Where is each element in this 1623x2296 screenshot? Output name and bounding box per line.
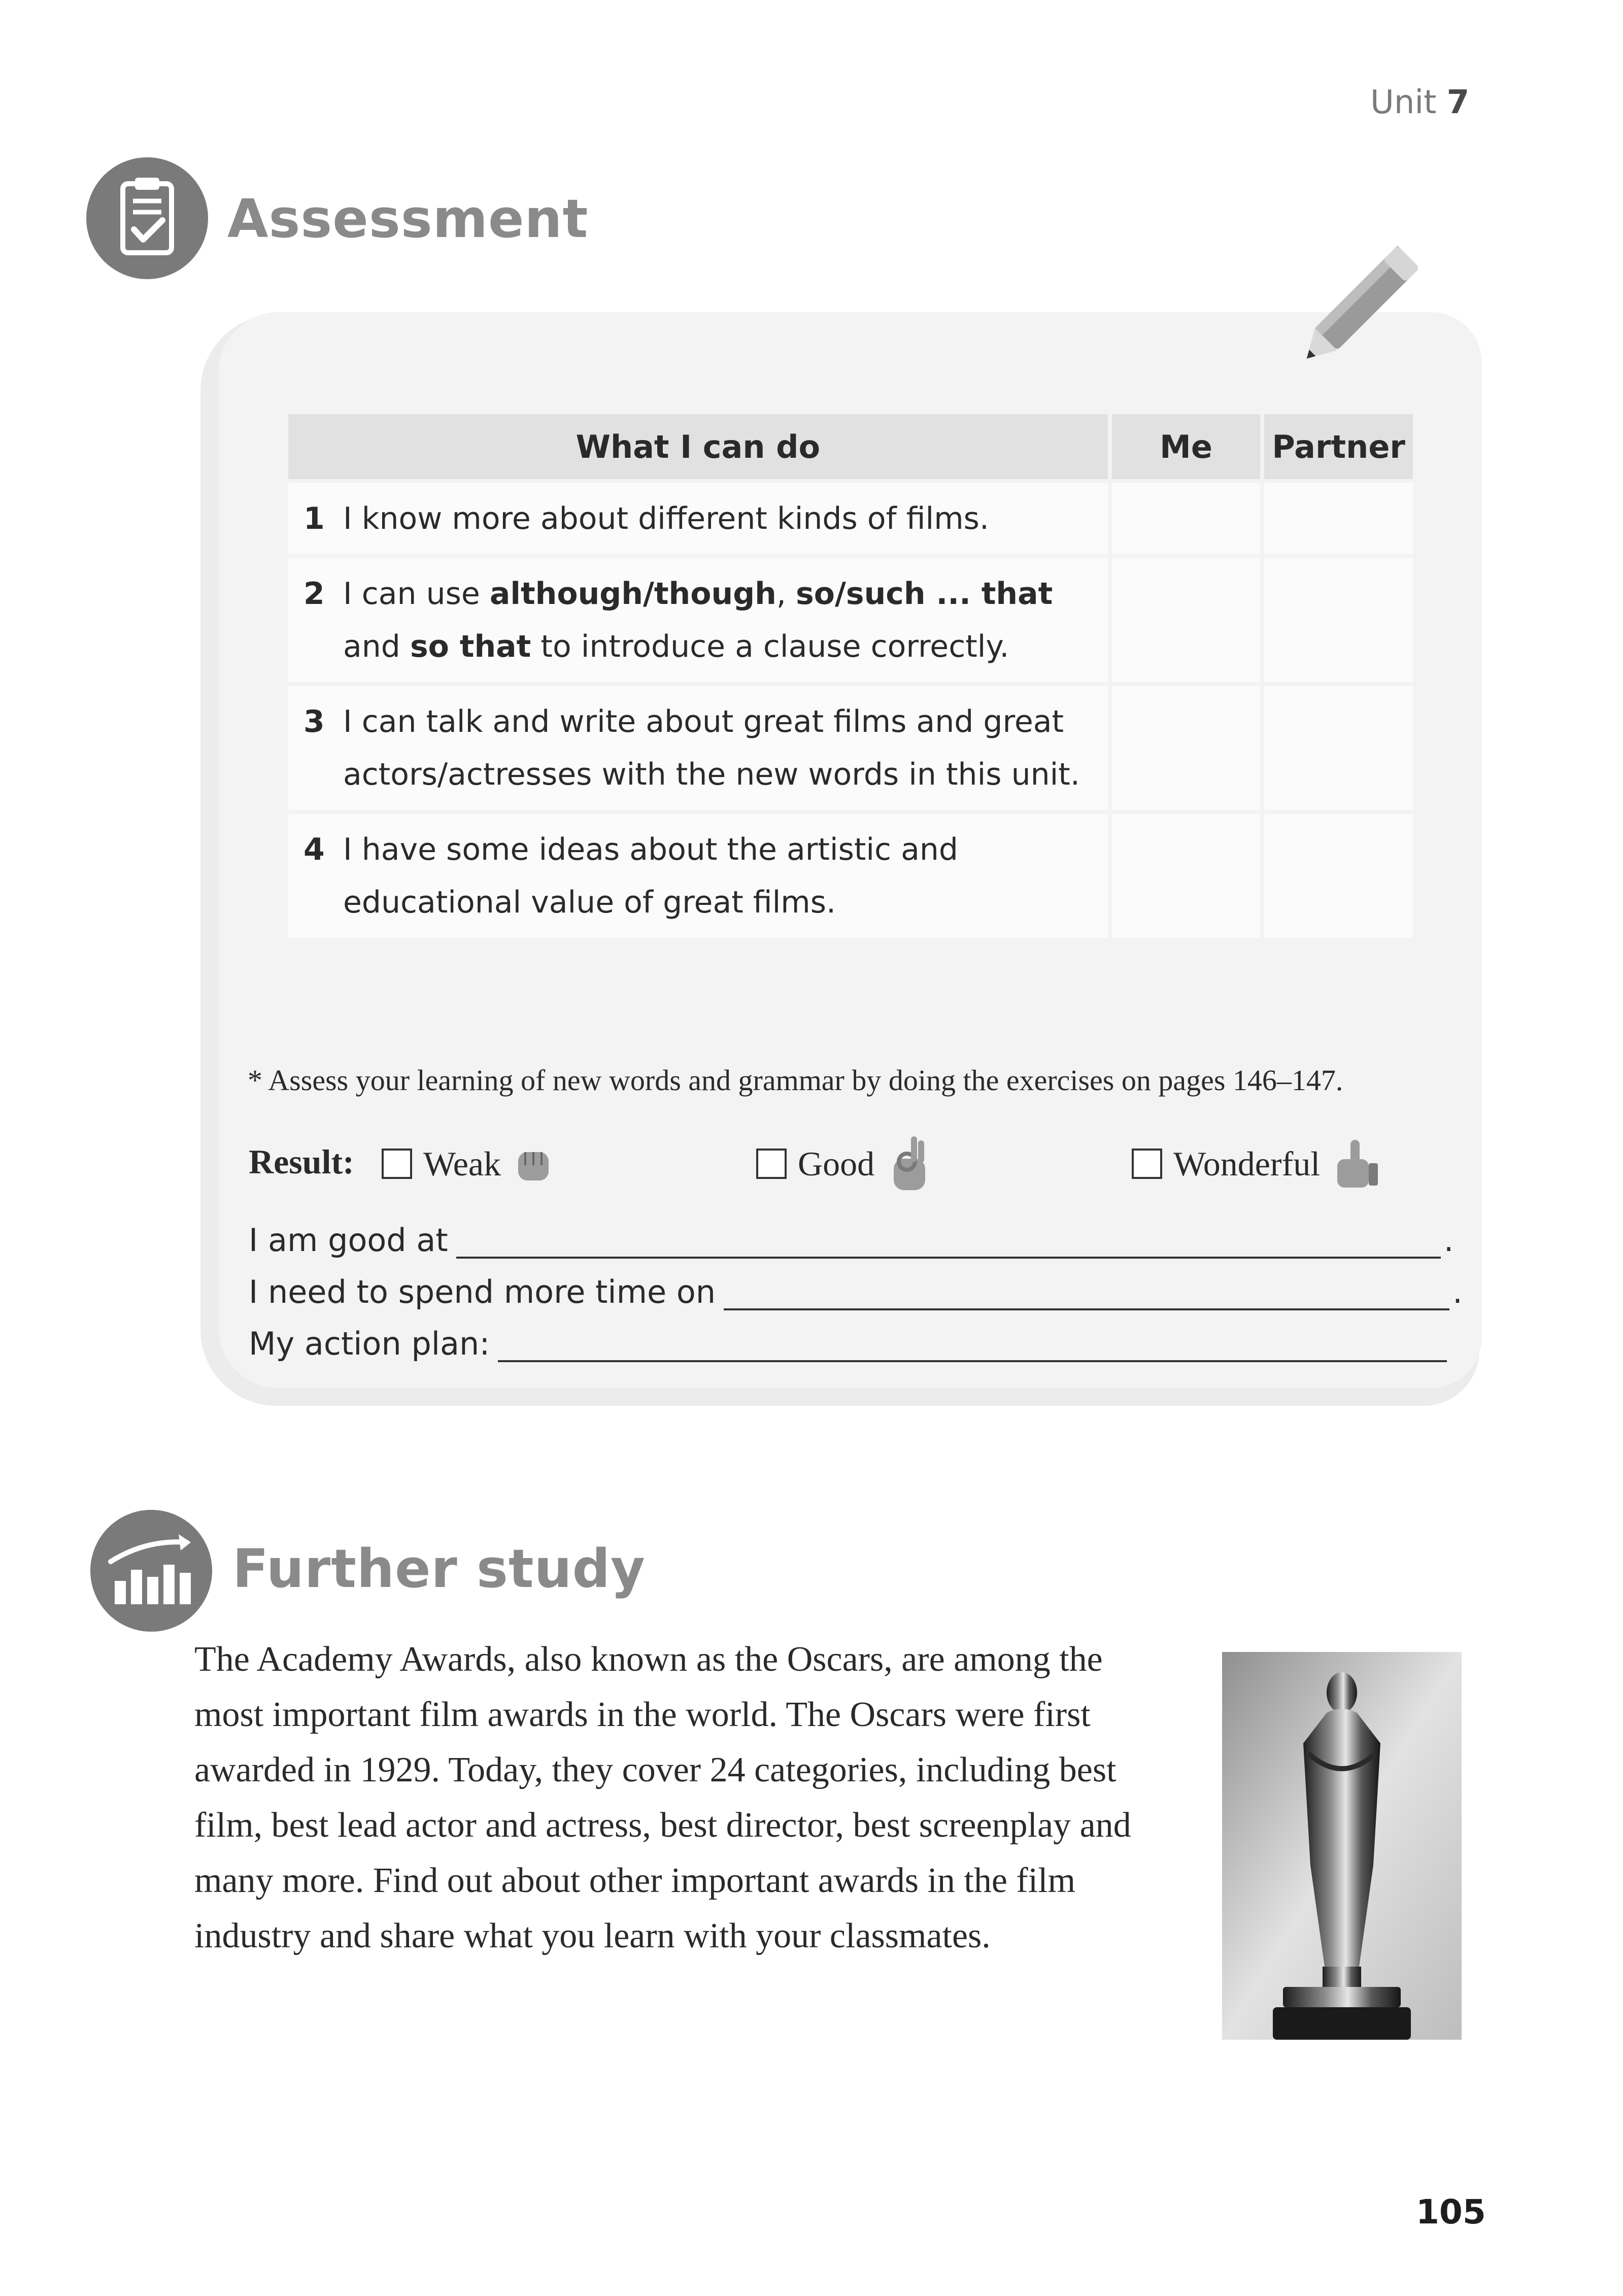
wonderful-checkbox[interactable] (1132, 1149, 1162, 1179)
statement-number: 2 (303, 576, 325, 612)
bold-term: so that (410, 629, 531, 664)
statement-number: 1 (303, 501, 325, 536)
header-partner: Partner (1264, 414, 1413, 479)
good-checkbox[interactable] (756, 1149, 787, 1179)
further-study-paragraph: The Academy Awards, also known as the Oscars, are among the most important film awards in the world. The Oscars were first awarded in 1929. Today, they cover 24 categories, including best film, best lead actor and actress, best director, best screenplay and many more. Find out about other important awards in the film industry and share what you learn with your classmates. (194, 1640, 1131, 1955)
action-plan-line (249, 1316, 1447, 1362)
statement-fragment: I can talk and write about great films and great actors/actresses with the new words in this unit. (343, 704, 1080, 792)
page-number: 105 (1416, 2192, 1486, 2232)
bold-term: so/such ... that (796, 576, 1053, 612)
statement-number: 4 (303, 832, 325, 867)
statement-text (343, 695, 1098, 801)
statement-text (343, 492, 1098, 545)
action-plan-label: My action plan: (249, 1325, 490, 1362)
section-title-assessment: Assessment (227, 188, 589, 250)
me-cell[interactable] (1112, 483, 1261, 554)
table-row (288, 686, 1413, 810)
statement-fragment: I know more about different kinds of films. (343, 501, 989, 536)
thumbs-up-icon (1332, 1136, 1383, 1192)
more-time-line: I need to spend more time on . (249, 1273, 1463, 1310)
partner-cell[interactable] (1264, 814, 1413, 938)
result-label: Result: (249, 1142, 354, 1181)
result-row (249, 1136, 1467, 1192)
good-at-line: I am good at . (249, 1222, 1454, 1259)
unit-number: 7 (1446, 84, 1470, 121)
statement-fragment: and (343, 629, 410, 664)
wonderful-label: Wonderful (1173, 1144, 1321, 1183)
partner-cell[interactable] (1264, 558, 1413, 682)
partner-cell[interactable] (1264, 686, 1413, 810)
can-do-statement (288, 814, 1108, 938)
assessment-note: * Assess your learning of new words and grammar by doing the exercises on pages 146–147. (248, 1064, 1343, 1097)
can-do-statement (288, 558, 1108, 682)
table-row (288, 558, 1413, 682)
header-what-i-can-do: What I can do (288, 414, 1108, 479)
bold-term: although/though (489, 576, 776, 612)
statement-fragment: I can use (343, 576, 490, 612)
pencil-icon (1279, 213, 1451, 386)
statement-text (343, 823, 1098, 929)
oscar-statuette-photo (1222, 1652, 1462, 2040)
me-cell[interactable] (1112, 814, 1261, 938)
more-time-input[interactable] (724, 1278, 1449, 1310)
statement-text (343, 567, 1098, 673)
action-plan-input[interactable] (498, 1330, 1447, 1362)
statement-fragment: to introduce a clause correctly. (531, 629, 1009, 664)
weak-checkbox[interactable] (382, 1149, 412, 1179)
clipboard-check-icon (86, 157, 208, 279)
ok-hand-icon (887, 1133, 932, 1194)
table-row (288, 814, 1413, 938)
option-weak[interactable] (382, 1136, 554, 1192)
statement-fragment: , (776, 576, 796, 612)
statement-fragment: I have some ideas about the artistic and educational value of great films. (343, 832, 958, 920)
fist-icon (513, 1141, 554, 1187)
me-cell[interactable] (1112, 686, 1261, 810)
growth-chart-icon (90, 1510, 212, 1632)
can-do-statement (288, 686, 1108, 810)
good-at-label: I am good at (249, 1222, 448, 1259)
option-wonderful[interactable] (1132, 1136, 1383, 1192)
good-label: Good (798, 1144, 875, 1183)
section-title-further-study: Further study (232, 1538, 646, 1600)
can-do-table (284, 410, 1417, 942)
partner-cell[interactable] (1264, 483, 1413, 554)
header-me: Me (1112, 414, 1261, 479)
option-good[interactable] (756, 1136, 932, 1192)
weak-label: Weak (423, 1144, 501, 1183)
me-cell[interactable] (1112, 558, 1261, 682)
statement-number: 3 (303, 704, 325, 739)
can-do-statement (288, 483, 1108, 554)
table-row (288, 483, 1413, 554)
unit-label: Unit 7 (1370, 84, 1470, 121)
more-time-label: I need to spend more time on (249, 1273, 716, 1310)
good-at-input[interactable] (456, 1226, 1441, 1259)
